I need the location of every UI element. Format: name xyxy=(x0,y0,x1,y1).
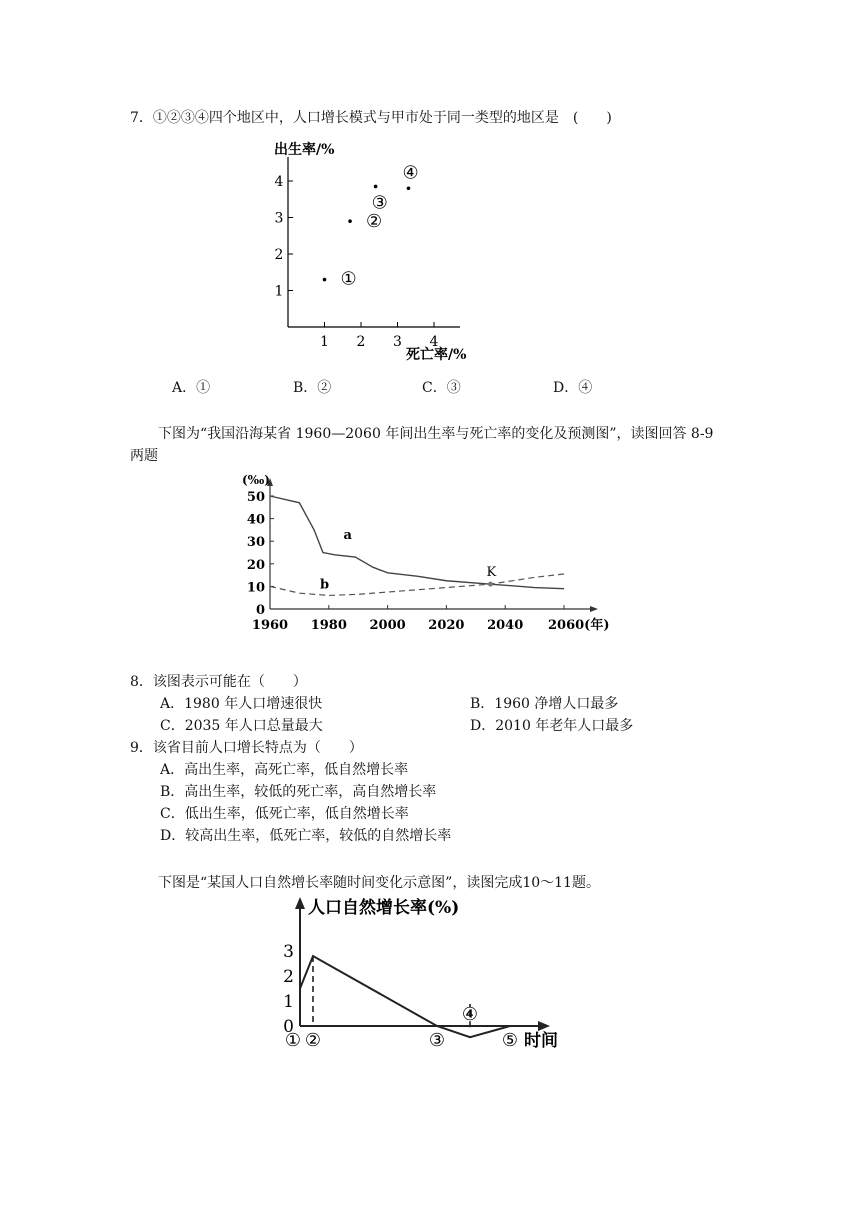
series-b-label: b xyxy=(319,577,330,593)
intro-8-9-line1: 下图为“我国沿海某省 1960—2060 年间出生率与死亡率的变化及预测图”，读图回答 8-9 xyxy=(158,426,714,442)
y-tick-label: 30 xyxy=(246,535,265,551)
point-label: ④ xyxy=(402,162,419,184)
x-axis-label: 时间 xyxy=(524,1031,558,1051)
natural-growth-chart xyxy=(282,893,592,1053)
data-point xyxy=(348,219,352,223)
y-tick-label: 3 xyxy=(283,942,294,962)
x-tick-label: 1 xyxy=(320,334,329,350)
series-b-line xyxy=(270,574,564,595)
y-tick-label: 2 xyxy=(274,247,284,263)
y-tick-label: 0 xyxy=(283,1017,294,1037)
x-tick-label: 3 xyxy=(393,334,402,350)
q8-stem: 8．该图表示可能在（ ） xyxy=(130,674,307,690)
y-axis-label: 人口自然增长率(%) xyxy=(308,898,460,918)
x-tick-label: 2040 xyxy=(487,618,524,633)
x-tick-label: 1980 xyxy=(310,618,347,633)
q8-option-a[interactable]: A．1980 年人口增速很快 xyxy=(160,696,323,712)
q7-option-b[interactable]: B．② xyxy=(293,380,332,396)
intro-10-11: 下图是“某国人口自然增长率随时间变化示意图”，读图完成10～11题。 xyxy=(158,875,600,891)
x-tick-label: 2 xyxy=(356,334,366,350)
intro-8-9-line2: 两题 xyxy=(130,448,158,464)
q8-option-d[interactable]: D．2010 年老年人口最多 xyxy=(470,718,634,734)
q7-stem: 7．①②③④四个地区中，人口增长模式与甲市处于同一类型的地区是 ( ) xyxy=(130,110,612,126)
q8-option-c[interactable]: C．2035 年人口总量最大 xyxy=(160,718,323,734)
y-axis-arrow xyxy=(295,897,305,909)
point-label: ② xyxy=(366,211,383,233)
series-a-label: a xyxy=(343,527,352,543)
x-tick-label: 2060(年) xyxy=(548,618,610,633)
x-axis-arrow xyxy=(538,1021,550,1031)
x-marker-label: ⑤ xyxy=(501,1030,519,1051)
x-axis-label: 死亡率/% xyxy=(406,347,467,363)
q9-option-d[interactable]: D．较高出生率，低死亡率，较低的自然增长率 xyxy=(160,828,452,844)
y-tick-label: 0 xyxy=(255,603,265,618)
data-point xyxy=(407,187,411,191)
y-tick-label: 1 xyxy=(274,283,284,300)
q8-option-b[interactable]: B．1960 净增人口最多 xyxy=(470,696,619,712)
point-label: ③ xyxy=(371,192,388,214)
q7-scatter-chart xyxy=(270,135,490,365)
x-tick-label: 4 xyxy=(429,334,439,350)
x-tick-label: 2000 xyxy=(369,618,406,633)
y-tick-label: 1 xyxy=(283,992,294,1012)
k-point xyxy=(488,582,493,587)
k-label: K xyxy=(486,565,497,581)
series-a-line xyxy=(270,496,564,589)
q9-option-a[interactable]: A．高出生率，高死亡率，低自然增长率 xyxy=(160,762,409,778)
y-tick-label: 3 xyxy=(274,210,284,227)
data-point xyxy=(323,278,327,282)
y-tick-label: 20 xyxy=(246,557,265,573)
y-tick-label: 10 xyxy=(246,580,265,596)
x-marker-label: ③ xyxy=(428,1030,446,1051)
y-tick-label: 2 xyxy=(283,967,294,987)
y-tick-label: 4 xyxy=(274,174,284,190)
q7-option-a[interactable]: A．① xyxy=(172,380,211,396)
x-axis-arrow xyxy=(590,606,598,612)
q7-option-d[interactable]: D．④ xyxy=(553,380,593,396)
x-marker-label: ④ xyxy=(461,1004,479,1025)
birth-death-rate-chart xyxy=(236,468,616,648)
y-tick-label: 50 xyxy=(246,490,265,505)
q9-option-c[interactable]: C．低出生率，低死亡率，低自然增长率 xyxy=(160,806,409,822)
q9-stem: 9．该省目前人口增长特点为（ ） xyxy=(130,740,363,756)
x-marker-label: ① xyxy=(284,1030,302,1051)
q9-option-b[interactable]: B．高出生率，较低的死亡率，高自然增长率 xyxy=(160,784,437,800)
q7-option-c[interactable]: C．③ xyxy=(422,380,461,396)
y-tick-label: 40 xyxy=(246,512,265,528)
data-point xyxy=(374,185,378,189)
x-tick-label: 2020 xyxy=(428,618,465,633)
x-tick-label: 1960 xyxy=(251,618,289,633)
point-label: ① xyxy=(340,268,357,290)
x-marker-label: ② xyxy=(304,1030,322,1051)
y-axis-label: 出生率/% xyxy=(274,142,335,158)
y-unit-label: (‰) xyxy=(242,473,270,487)
